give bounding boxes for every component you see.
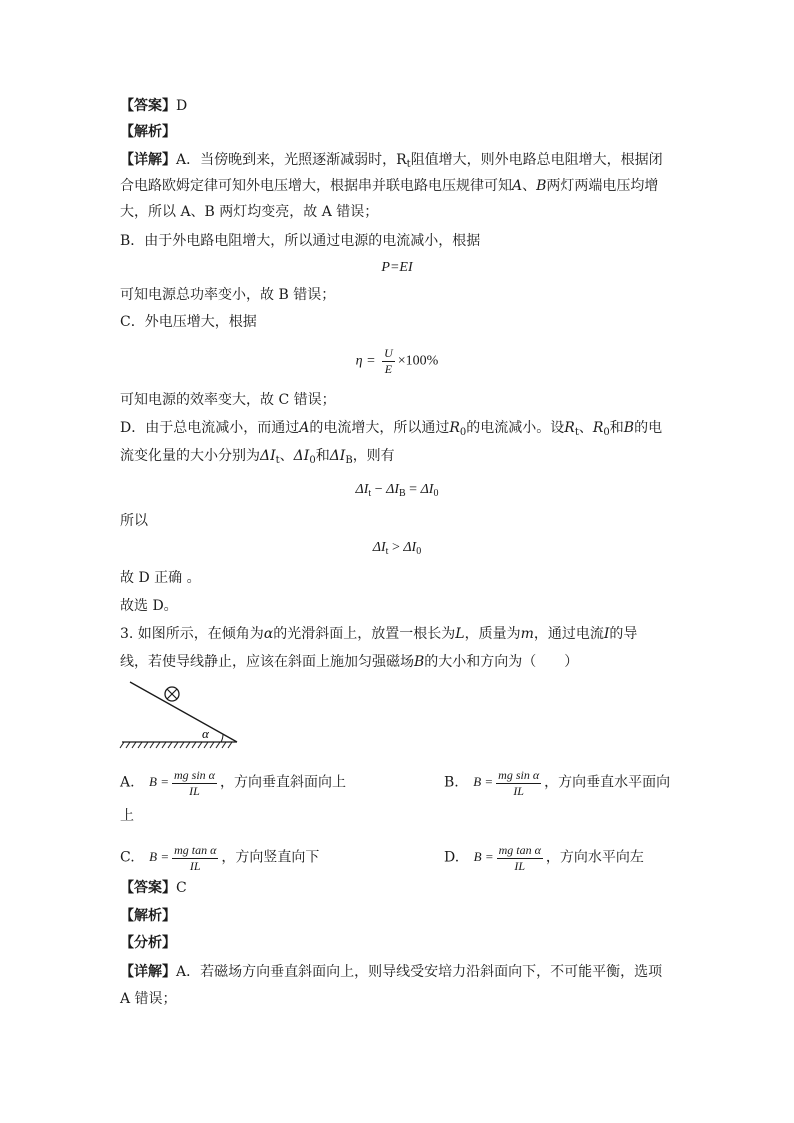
var: B = [473,774,494,790]
subscript: 0 [416,546,422,557]
text: 的大小和方向为（ ） [424,654,579,670]
so-line: 所以 [120,513,148,529]
formula-efficiency [0,346,794,377]
denominator: IL [189,784,200,798]
option-text: ，方向竖直向下 [221,849,320,866]
detail-c-line1: C．外电压增大，根据 [120,314,257,330]
option-text: ，方向水平向左 [545,849,644,866]
formula-current-compare [0,538,794,558]
answer-label: 【答案】 [120,880,176,896]
numerator: mg sin α [498,768,540,782]
fraction [172,768,217,799]
delta: ΔI [355,482,369,497]
text: 的电 [634,420,663,436]
text: 合电路欧姆定律可知外电压增大，根据串并联电路电压规律可知 [120,178,512,194]
incline-diagram [118,678,243,750]
answer-label: 【答案】 [120,98,176,114]
numerator: mg sin α [173,768,215,782]
subscript: t [275,455,280,466]
op: − [371,482,387,497]
tail: ×100% [397,353,439,369]
subscript: 0 [309,455,316,466]
var: B = [149,849,170,865]
detail-a-line3: 大，所以 A、B 两灯均变亮，故 A 错误； [120,204,379,220]
text: 、 [522,178,537,194]
detail-label: 【详解】 [120,152,176,168]
text: D．由于总电流减小，而通过 [120,420,300,436]
option-d[interactable] [444,843,644,874]
delta: ΔI [420,482,434,497]
subscript: 0 [433,488,439,499]
d-conclude: 故 D 正确 。 [120,570,201,586]
var: R [592,420,604,436]
option-label: A. [120,774,135,791]
subscript: t [368,488,372,499]
q3-stem-line1 [120,624,637,644]
delta: ΔI [386,482,399,497]
delta: ΔI [260,448,276,464]
q3-fenxi-label: 【分析】 [120,935,176,951]
subscript: B [399,488,406,499]
option-label: B. [444,774,459,791]
text: 阻值增大，则外电路总电阻增大，根据闭 [410,152,663,168]
detail-d-line2 [120,446,395,466]
formula-current-balance [0,480,794,500]
fraction [496,768,541,799]
option-a[interactable] [120,768,346,799]
detail-a-line1 [120,150,663,170]
option-c[interactable] [120,843,319,874]
text: ，通过电流 [533,626,604,642]
option-b[interactable] [444,768,670,799]
answer-value: D [176,98,188,114]
text: A．若磁场方向垂直斜面向上，则导线受安培力沿斜面向下，不可能平衡，选项 [176,964,663,980]
op: > [388,540,404,555]
eta: η = [355,353,376,369]
fraction [497,843,543,874]
detail-label: 【详解】 [120,964,176,980]
formula: P=EI [381,260,413,275]
text: ，则有 [352,448,395,464]
text: 3. 如图所示，在倾角为 [120,626,264,642]
text: 的电流增大，所以通过 [309,420,450,436]
angle-arc [221,734,223,742]
var: B [623,420,635,436]
var: m [520,626,534,642]
formula-power [0,258,794,278]
answer-value: C [176,880,187,896]
text: 和 [315,448,330,464]
var: B = [473,849,494,865]
q3-answer-line [120,878,187,898]
var: R [564,420,575,436]
detail-d-line1 [120,418,662,438]
text: 流变化量的大小分别为 [120,448,260,464]
answer-line [120,96,187,116]
denominator: IL [189,859,201,873]
option-text: ，方向垂直水平面向 [544,774,671,791]
option-text: ，方向垂直斜面向上 [219,774,346,791]
var: α [263,626,274,642]
text: A．当傍晚到来，光照逐渐减弱时，R [176,152,407,168]
numerator: U [384,346,393,360]
text: 的导 [609,626,638,642]
angle-label: α [202,726,209,741]
current-into-page-icon [165,687,179,701]
text: 线，若使导线静止，应该在斜面上施加匀强磁场 [120,654,414,670]
q3-detail-line2: A 错误； [120,991,177,1007]
detail-a-line2 [120,176,658,196]
var: A [299,420,310,436]
ground-hatching [120,742,232,748]
incline-surface [130,682,237,742]
var: A [512,178,523,194]
var: R [449,420,460,436]
delta: ΔI [293,448,310,464]
analysis-label: 【解析】 [120,124,176,140]
text: 、 [279,448,294,464]
fraction [382,346,395,377]
option-label: D. [444,849,460,866]
var: B [536,178,547,194]
q3-detail-line1 [120,962,662,982]
text: 的电流减小。设 [466,420,565,436]
var: B [414,654,425,670]
denominator: IL [514,859,526,873]
var: L [455,626,465,642]
subscript: 0 [603,427,610,438]
text: 两灯两端电压均增 [546,178,659,194]
choose-line: 故选 D。 [120,598,178,614]
delta: ΔI [403,540,417,555]
denominator: IL [513,784,524,798]
text: 的光滑斜面上，放置一根长为 [273,626,456,642]
delta: ΔI [329,448,346,464]
subscript: t [406,159,411,170]
numerator: mg tan α [498,843,541,857]
delta: ΔI [372,540,386,555]
op: = [405,482,421,497]
denominator: E [384,362,393,376]
var: B = [149,774,169,790]
var: I [603,626,610,642]
subscript: t [385,546,389,557]
detail-c-line2: 可知电源的效率变大，故 C 错误； [120,392,336,408]
numerator: mg tan α [174,843,217,857]
detail-b-line1: B．由于外电路电阻增大，所以通过电源的电流减小，根据 [120,233,481,249]
subscript: B [345,455,353,466]
option-b-wrap: 上 [120,808,134,824]
q3-stem-line2 [120,652,578,672]
text: ，质量为 [464,626,521,642]
option-label: C. [120,849,135,866]
subscript: 0 [459,427,467,438]
text: 、 [578,420,593,436]
q3-analysis-label: 【解析】 [120,908,176,924]
text: 和 [609,420,624,436]
fraction [172,843,218,874]
detail-b-line2: 可知电源总功率变小，故 B 错误； [120,287,336,303]
subscript: t [574,427,579,438]
